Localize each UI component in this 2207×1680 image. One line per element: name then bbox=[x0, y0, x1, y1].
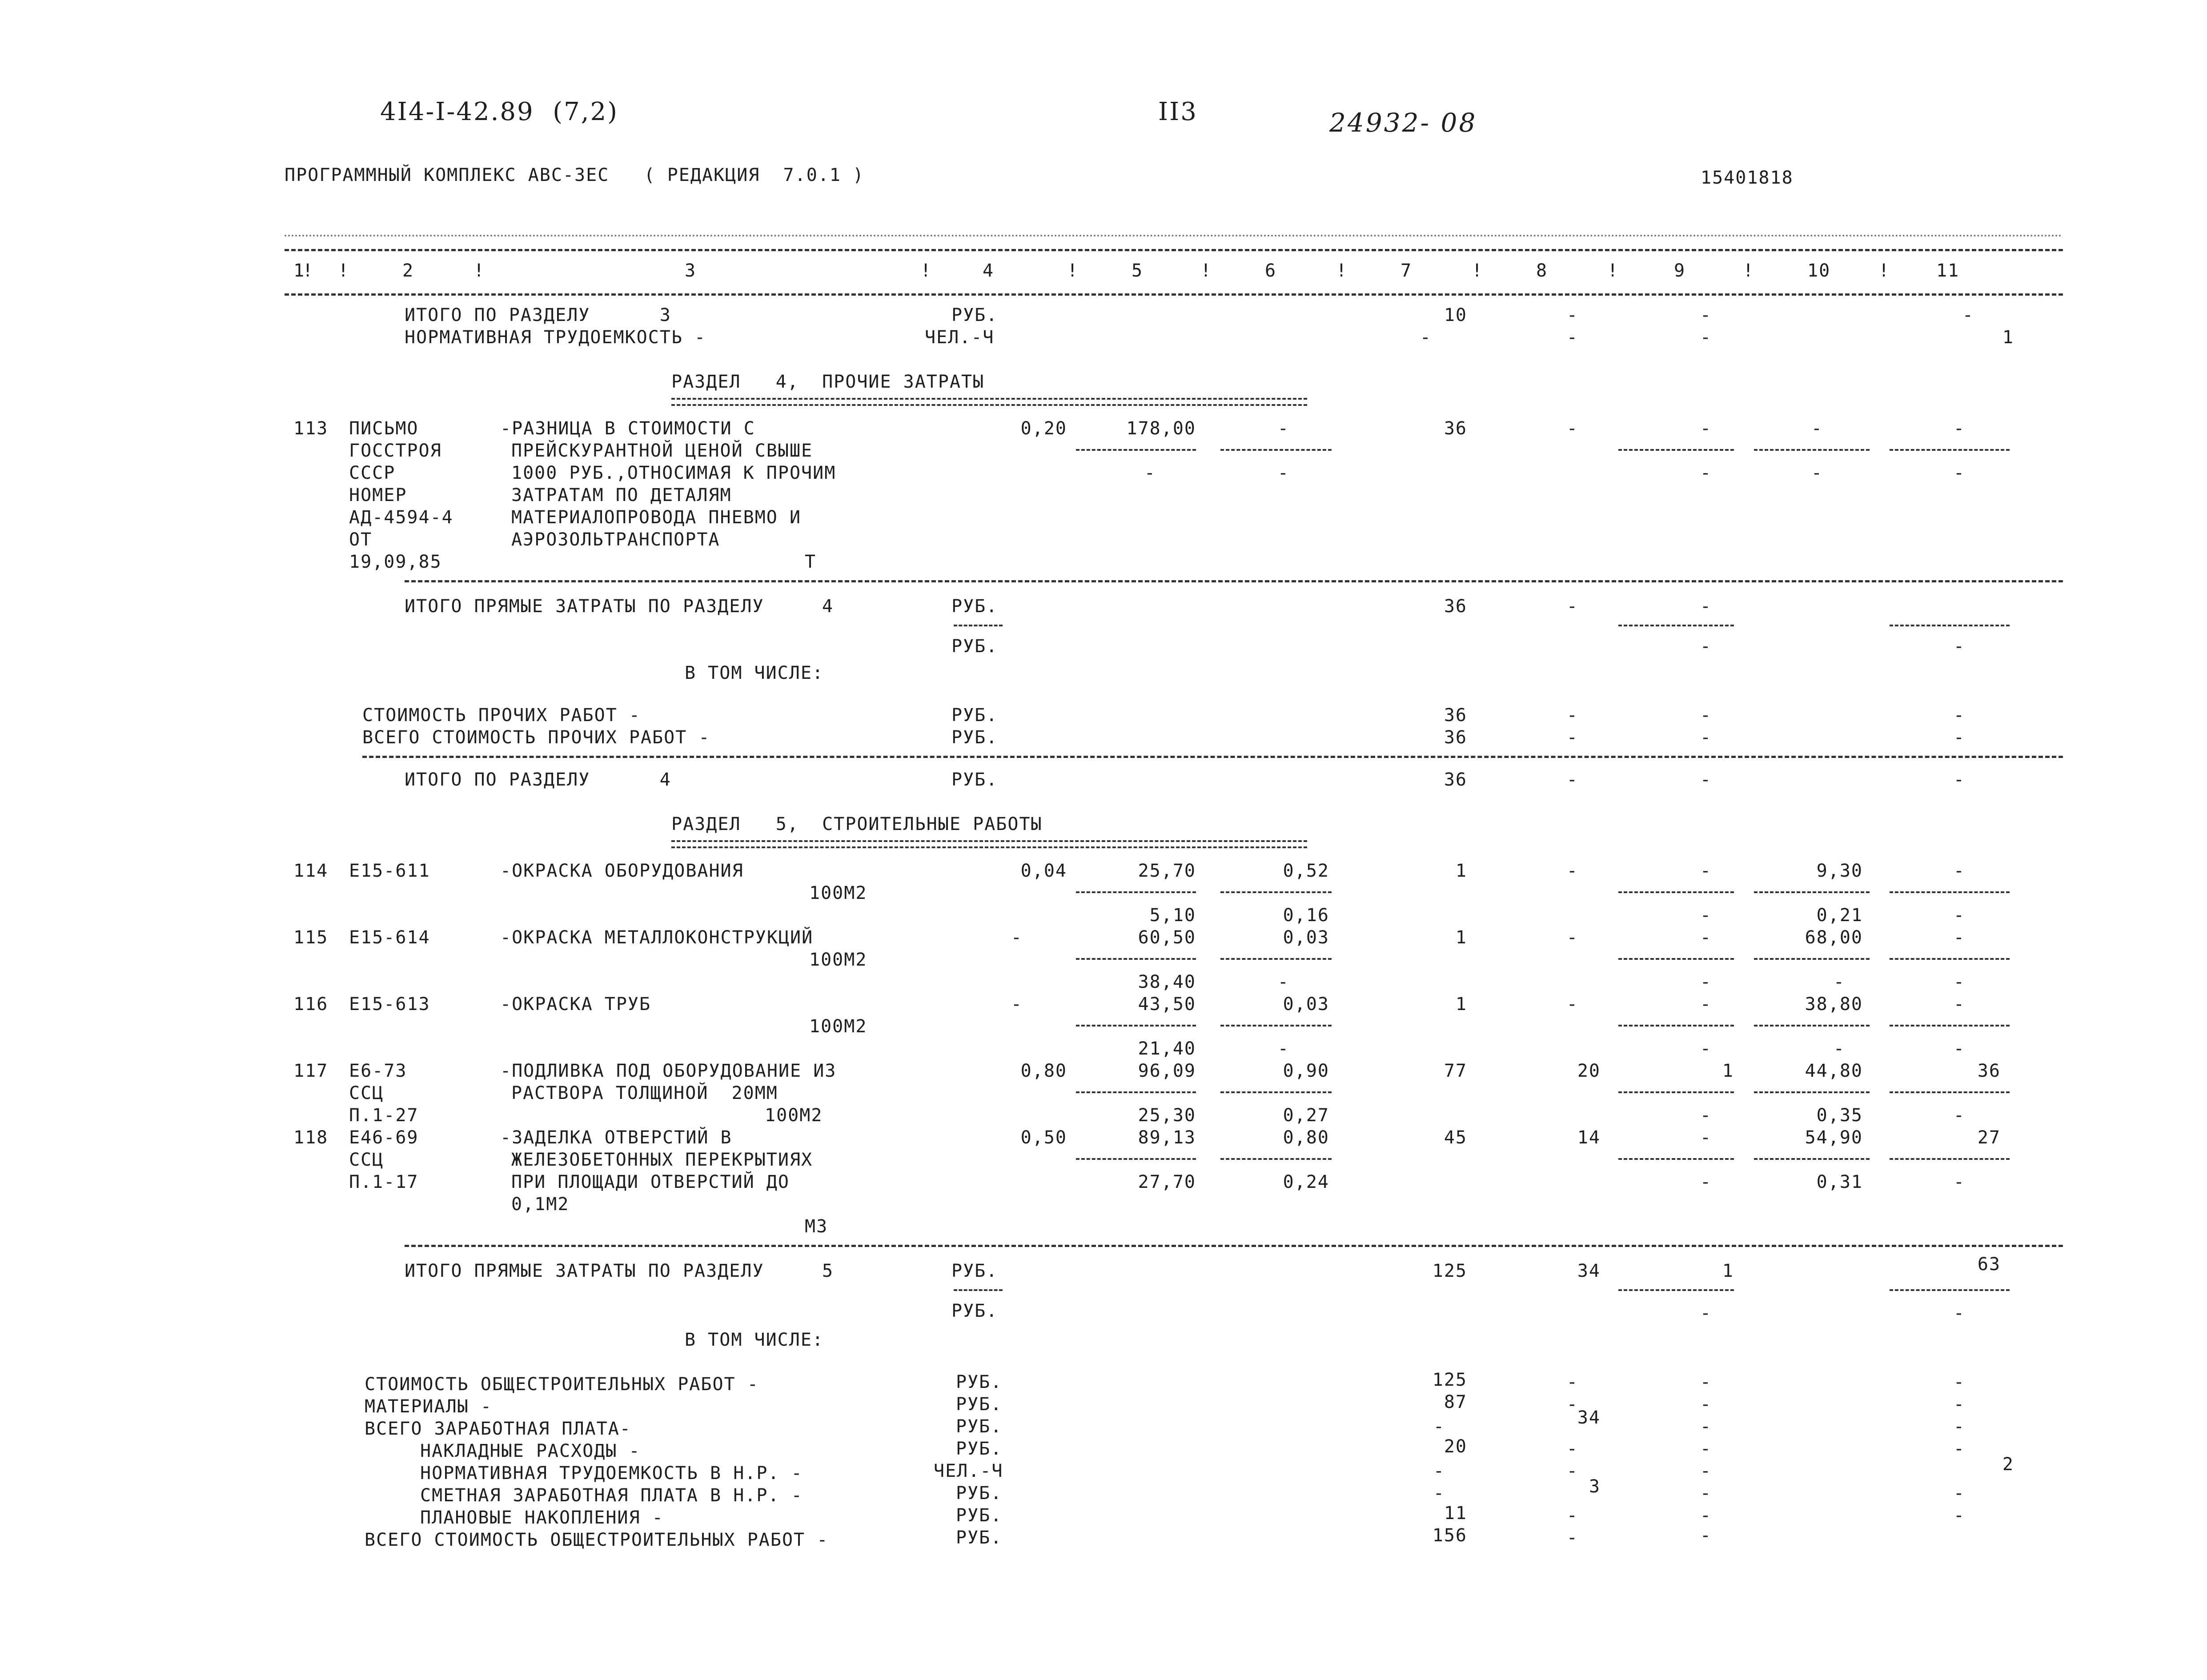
document-code: 4I4-I-42.89 (7,2) bbox=[380, 97, 619, 126]
row-label: ПЛАНОВЫЕ НАКОПЛЕНИЯ - bbox=[420, 1508, 664, 1528]
col8-value: - bbox=[1566, 1461, 1578, 1481]
item-desc-line: -ЗАДЕЛКА ОТВЕРСТИЙ В bbox=[500, 1127, 732, 1148]
row-unit: РУБ. bbox=[951, 770, 998, 790]
col5-sub-value: - bbox=[1144, 463, 1156, 483]
item-code-line: Е6-73 bbox=[349, 1061, 407, 1081]
col9-sub-value: - bbox=[1700, 636, 1712, 657]
item-code-line: ГОССТРОЯ bbox=[349, 441, 442, 461]
col9-value: - bbox=[1700, 1525, 1712, 1546]
col5-sub-value: 38,40 bbox=[1138, 972, 1196, 992]
col5-sub-value: 5,10 bbox=[1149, 905, 1196, 926]
col11-value: 1 bbox=[2002, 327, 2014, 348]
row-unit: РУБ. bbox=[951, 705, 998, 726]
col6-sub-value: - bbox=[1277, 463, 1289, 483]
row-unit: РУБ. bbox=[951, 1261, 998, 1281]
item-code-line: ССЦ bbox=[349, 1083, 384, 1103]
col5-value: 178,00 bbox=[1126, 418, 1196, 439]
col11-value: - bbox=[1953, 1372, 1965, 1392]
col6-value: 0,52 bbox=[1283, 861, 1329, 881]
row-label: СТОИМОСТЬ ПРОЧИХ РАБОТ - bbox=[362, 705, 641, 726]
item-number: 113 bbox=[293, 418, 329, 439]
col11-sub-value: - bbox=[1953, 905, 1965, 926]
row-label: ВСЕГО СТОИМОСТЬ ОБЩЕСТРОИТЕЛЬНЫХ РАБОТ - bbox=[365, 1530, 829, 1550]
item-number: 115 bbox=[293, 927, 329, 948]
col7-value: 156 bbox=[1432, 1525, 1467, 1546]
col6-value: 0,90 bbox=[1283, 1061, 1329, 1081]
col8-value: - bbox=[1566, 994, 1578, 1014]
col8-value: - bbox=[1566, 327, 1578, 348]
col8-value: - bbox=[1566, 1372, 1578, 1392]
col8-value: - bbox=[1566, 418, 1578, 439]
row-unit: ЧЕЛ.-Ч bbox=[934, 1461, 1003, 1481]
col10-sub-value: 0,31 bbox=[1816, 1172, 1863, 1192]
item-code-line: АД-4594-4 bbox=[349, 507, 453, 528]
col11-sub-value: - bbox=[1953, 463, 1965, 483]
row-label: НОРМАТИВНАЯ ТРУДОЕМКОСТЬ В Н.Р. - bbox=[420, 1463, 803, 1484]
col9-value: - bbox=[1700, 1416, 1712, 1437]
item-code-line: 19,09,85 bbox=[349, 552, 442, 572]
item-code-line: Е15-613 bbox=[349, 994, 430, 1014]
item-code-line: ССЦ bbox=[349, 1150, 384, 1170]
col8-value: - bbox=[1566, 727, 1578, 748]
col5-sub-value: 25,30 bbox=[1138, 1105, 1196, 1126]
col-header-3: 3 bbox=[685, 261, 697, 281]
col8-value: 14 bbox=[1577, 1127, 1601, 1148]
col11-value: - bbox=[1953, 927, 1965, 948]
row-label: ИТОГО ПО РАЗДЕЛУ 4 bbox=[405, 770, 671, 790]
col7-value: 77 bbox=[1444, 1061, 1467, 1081]
col11-sub-value: - bbox=[1953, 1038, 1965, 1059]
col11-value: 36 bbox=[1977, 1061, 2001, 1081]
row-unit-2: РУБ. bbox=[951, 636, 998, 657]
col11-value: - bbox=[1953, 861, 1965, 881]
section5-including-label: В ТОМ ЧИСЛЕ: bbox=[685, 1330, 824, 1350]
col7-value: 36 bbox=[1444, 418, 1467, 439]
col10-sub-value: - bbox=[1833, 972, 1845, 992]
col8-value: - bbox=[1566, 596, 1578, 617]
col7-value: 36 bbox=[1444, 727, 1467, 748]
col9-value: - bbox=[1700, 705, 1712, 726]
col7-value: 20 bbox=[1444, 1436, 1467, 1457]
item-code-line: Е46-69 bbox=[349, 1127, 419, 1148]
item-number: 116 bbox=[293, 994, 329, 1014]
row-unit: РУБ. bbox=[951, 305, 998, 325]
item-code-line: Е15-611 bbox=[349, 861, 430, 881]
col11-value: - bbox=[1962, 305, 1974, 325]
col8-value: - bbox=[1566, 770, 1578, 790]
col8-value: 20 bbox=[1577, 1061, 1601, 1081]
col7-value: 87 bbox=[1444, 1392, 1467, 1412]
row-label: НАКЛАДНЫЕ РАСХОДЫ - bbox=[420, 1441, 641, 1461]
col11-value: - bbox=[1953, 1439, 1965, 1459]
col9-value: - bbox=[1700, 1127, 1712, 1148]
col11-value: - bbox=[1953, 1505, 1965, 1526]
col11-sub-value: - bbox=[1953, 1172, 1965, 1192]
item-code-line: ОТ bbox=[349, 529, 373, 550]
row-unit: РУБ. bbox=[956, 1416, 1003, 1437]
col-header-6: 6 bbox=[1265, 261, 1277, 281]
row-unit: РУБ. bbox=[956, 1439, 1003, 1459]
col8-value: - bbox=[1566, 927, 1578, 948]
col11-value: 2 bbox=[2002, 1454, 2014, 1475]
col11-value: - bbox=[1953, 727, 1965, 748]
row-label: ИТОГО ПО РАЗДЕЛУ 3 bbox=[405, 305, 671, 325]
item-number: 118 bbox=[293, 1127, 329, 1148]
item-unit: Т bbox=[805, 552, 817, 572]
col8-value: - bbox=[1566, 1439, 1578, 1459]
program-title: ПРОГРАММНЫЙ КОМПЛЕКС АВС-ЗЕС ( РЕДАКЦИЯ 7.0.1 ) bbox=[285, 165, 865, 185]
col9-sub-value: - bbox=[1700, 1038, 1712, 1059]
header-top-rule bbox=[285, 249, 2063, 251]
section4-title: РАЗДЕЛ 4, ПРОЧИЕ ЗАТРАТЫ bbox=[671, 372, 985, 392]
item-unit: 100М2 bbox=[809, 1016, 867, 1037]
col5-value: 43,50 bbox=[1138, 994, 1196, 1014]
col-header-9: 9 bbox=[1674, 261, 1686, 281]
col9-value: - bbox=[1700, 770, 1712, 790]
col10-value: 44,80 bbox=[1805, 1061, 1863, 1081]
item-code-line: Е15-614 bbox=[349, 927, 430, 948]
col11-value: - bbox=[1953, 1416, 1965, 1437]
col11-sub-value: - bbox=[1953, 972, 1965, 992]
col9-value: - bbox=[1700, 1505, 1712, 1526]
row-label: ВСЕГО СТОИМОСТЬ ПРОЧИХ РАБОТ - bbox=[362, 727, 710, 748]
col10-value: 9,30 bbox=[1816, 861, 1863, 881]
col4-value: 0,20 bbox=[1020, 418, 1067, 439]
col7-value: - bbox=[1433, 1483, 1445, 1504]
col-header-2: 2 bbox=[402, 261, 414, 281]
col7-value: 125 bbox=[1432, 1370, 1467, 1390]
item-unit: 100М2 bbox=[809, 883, 867, 903]
col9-sub-value: - bbox=[1700, 1303, 1712, 1323]
col5-value: 25,70 bbox=[1138, 861, 1196, 881]
col8-value: - bbox=[1566, 1394, 1578, 1415]
col8-value: - bbox=[1566, 861, 1578, 881]
item-number: 117 bbox=[293, 1061, 329, 1081]
col-header-7: 7 bbox=[1400, 261, 1412, 281]
col-header-1: 1 bbox=[293, 261, 305, 281]
item-code-line: СССР bbox=[349, 463, 396, 483]
col10-sub-value: 0,35 bbox=[1816, 1105, 1863, 1126]
col11-value: 27 bbox=[1977, 1127, 2001, 1148]
col-header-11: 11 bbox=[1936, 261, 1960, 281]
col9-value: - bbox=[1700, 1483, 1712, 1504]
col5-value: 96,09 bbox=[1138, 1061, 1196, 1081]
col8-value: - bbox=[1566, 1505, 1578, 1526]
item-number: 114 bbox=[293, 861, 329, 881]
item-unit: 100М2 bbox=[809, 950, 867, 970]
item-code-line: П.1-17 bbox=[349, 1172, 419, 1192]
col10-sub-value: 0,21 bbox=[1816, 905, 1863, 926]
col11-value: - bbox=[1953, 770, 1965, 790]
row-unit: РУБ. bbox=[956, 1394, 1003, 1415]
col7-value: 1 bbox=[1455, 927, 1467, 948]
col9-sub-value: - bbox=[1700, 1172, 1712, 1192]
col-header-8: 8 bbox=[1536, 261, 1548, 281]
col9-value: 1 bbox=[1722, 1261, 1734, 1281]
col10-sub-value: - bbox=[1833, 1038, 1845, 1059]
item-desc-line: -ОКРАСКА ТРУБ bbox=[500, 994, 651, 1014]
col7-value: 1 bbox=[1455, 994, 1467, 1014]
col9-value: - bbox=[1700, 861, 1712, 881]
section5-title-underline bbox=[671, 840, 1307, 848]
col7-value: 1 bbox=[1455, 861, 1467, 881]
col4-value: 0,04 bbox=[1020, 861, 1067, 881]
col-header-4: 4 bbox=[983, 261, 995, 281]
col6-sub-value: - bbox=[1277, 972, 1289, 992]
col11-value: - bbox=[1953, 418, 1965, 439]
col7-value: - bbox=[1433, 1461, 1445, 1481]
col7-value: 36 bbox=[1444, 770, 1467, 790]
col7-value: - bbox=[1433, 1416, 1445, 1437]
col9-value: - bbox=[1700, 327, 1712, 348]
col5-value: 89,13 bbox=[1138, 1127, 1196, 1148]
section5-title: РАЗДЕЛ 5, СТРОИТЕЛЬНЫЕ РАБОТЫ bbox=[671, 814, 1043, 834]
col10-sub-value: - bbox=[1811, 463, 1823, 483]
col9-value: - bbox=[1700, 727, 1712, 748]
item-code-line: ПИСЬМО bbox=[349, 418, 419, 439]
section4-items-rule bbox=[405, 580, 2063, 582]
col7-value: 11 bbox=[1444, 1503, 1467, 1524]
col9-value: - bbox=[1700, 1372, 1712, 1392]
row-label: ИТОГО ПРЯМЫЕ ЗАТРАТЫ ПО РАЗДЕЛУ 4 bbox=[405, 596, 834, 617]
col11-value: - bbox=[1953, 1394, 1965, 1415]
col5-sub-value: 21,40 bbox=[1138, 1038, 1196, 1059]
col10-value: 68,00 bbox=[1805, 927, 1863, 948]
col6-sub-value: 0,24 bbox=[1283, 1172, 1329, 1192]
col4-value: 0,80 bbox=[1020, 1061, 1067, 1081]
col10-value: - bbox=[1811, 418, 1823, 439]
header-bottom-rule bbox=[285, 293, 2063, 296]
col11-value: - bbox=[1953, 1483, 1965, 1504]
col7-value: 10 bbox=[1444, 305, 1467, 325]
row-unit: ЧЕЛ.-Ч bbox=[925, 327, 995, 348]
col7-value: 36 bbox=[1444, 596, 1467, 617]
col9-value: - bbox=[1700, 305, 1712, 325]
col4-value: 0,50 bbox=[1020, 1127, 1067, 1148]
section4-summary-rule bbox=[362, 756, 2063, 758]
col8-value: - bbox=[1566, 1528, 1578, 1548]
row-label: ИТОГО ПРЯМЫЕ ЗАТРАТЫ ПО РАЗДЕЛУ 5 bbox=[405, 1261, 834, 1281]
row-unit: РУБ. bbox=[956, 1483, 1003, 1504]
col-header-5: 5 bbox=[1132, 261, 1144, 281]
col6-sub-value: 0,27 bbox=[1283, 1105, 1329, 1126]
row-label: МАТЕРИАЛЫ - bbox=[365, 1396, 492, 1417]
col9-sub-value: - bbox=[1700, 1105, 1712, 1126]
section4-including-label: В ТОМ ЧИСЛЕ: bbox=[685, 663, 824, 683]
registration-code: 15401818 bbox=[1701, 168, 1794, 188]
col4-value: - bbox=[1011, 927, 1023, 948]
col6-sub-value: - bbox=[1277, 1038, 1289, 1059]
item-desc-line: ПРЕЙСКУРАНТНОЙ ЦЕНОЙ СВЫШЕ bbox=[511, 441, 813, 461]
col11-sub-value: - bbox=[1953, 1303, 1965, 1323]
item-unit: М3 bbox=[805, 1216, 828, 1237]
col4-value: - bbox=[1011, 994, 1023, 1014]
item-desc-line: ЖЕЛЕЗОБЕТОННЫХ ПЕРЕКРЫТИЯХ bbox=[511, 1150, 813, 1170]
item-desc-line: ПРИ ПЛОЩАДИ ОТВЕРСТИЙ ДО bbox=[511, 1172, 790, 1192]
item-desc-line: 0,1М2 bbox=[511, 1194, 570, 1215]
item-desc-line: АЭРОЗОЛЬТРАНСПОРТА bbox=[511, 529, 720, 550]
col7-value: 36 bbox=[1444, 705, 1467, 726]
dotted-rule bbox=[285, 235, 2063, 237]
col7-value: 125 bbox=[1432, 1261, 1467, 1281]
item-code-line: НОМЕР bbox=[349, 485, 407, 505]
handwritten-number: 24932- 08 bbox=[1329, 108, 1477, 138]
item-desc-line: -ОКРАСКА МЕТАЛЛОКОНСТРУКЦИЙ bbox=[500, 927, 814, 948]
item-desc-line: ЗАТРАТАМ ПО ДЕТАЛЯМ bbox=[511, 485, 732, 505]
row-unit: РУБ. bbox=[956, 1505, 1003, 1526]
col7-value: 45 bbox=[1444, 1127, 1467, 1148]
col8-value: 34 bbox=[1577, 1261, 1601, 1281]
row-unit: РУБ. bbox=[956, 1372, 1003, 1392]
col11-sub-value: - bbox=[1953, 1105, 1965, 1126]
col11-value: - bbox=[1953, 994, 1965, 1014]
col8-value: 3 bbox=[1589, 1476, 1601, 1497]
col11-value: 63 bbox=[1977, 1254, 2001, 1275]
col9-value: - bbox=[1700, 1461, 1712, 1481]
row-unit: РУБ. bbox=[956, 1528, 1003, 1548]
col10-value: 54,90 bbox=[1805, 1127, 1863, 1148]
col6-value: 0,80 bbox=[1283, 1127, 1329, 1148]
col6-sub-value: 0,16 bbox=[1283, 905, 1329, 926]
row-label: СМЕТНАЯ ЗАРАБОТНАЯ ПЛАТА В Н.Р. - bbox=[420, 1485, 803, 1506]
item-desc-line: -РАЗНИЦА В СТОИМОСТИ С bbox=[500, 418, 755, 439]
col6-value: 0,03 bbox=[1283, 927, 1329, 948]
col9-value: - bbox=[1700, 1394, 1712, 1415]
row-unit-2: РУБ. bbox=[951, 1301, 998, 1321]
col9-value: - bbox=[1700, 418, 1712, 439]
col9-value: 1 bbox=[1722, 1061, 1734, 1081]
item-desc-line: РАСТВОРА ТОЛЩИНОЙ 20ММ bbox=[511, 1083, 778, 1103]
col11-sub-value: - bbox=[1953, 636, 1965, 657]
item-code-line: П.1-27 bbox=[349, 1105, 419, 1126]
row-label: ВСЕГО ЗАРАБОТНАЯ ПЛАТА- bbox=[365, 1419, 631, 1439]
item-unit: 100М2 bbox=[765, 1105, 823, 1126]
section4-title-underline bbox=[671, 398, 1307, 406]
col9-sub-value: - bbox=[1700, 972, 1712, 992]
col9-sub-value: - bbox=[1700, 463, 1712, 483]
item-desc-line: 1000 РУБ.,ОТНОСИМАЯ К ПРОЧИМ bbox=[511, 463, 836, 483]
col5-sub-value: 27,70 bbox=[1138, 1172, 1196, 1192]
item-desc-line: -ОКРАСКА ОБОРУДОВАНИЯ bbox=[500, 861, 744, 881]
col8-value: 34 bbox=[1577, 1407, 1601, 1428]
col7-value: - bbox=[1420, 327, 1432, 348]
col9-value: - bbox=[1700, 596, 1712, 617]
section5-items-rule bbox=[405, 1245, 2063, 1247]
col8-value: - bbox=[1566, 305, 1578, 325]
page-number: II3 bbox=[1158, 97, 1198, 126]
col5-value: 60,50 bbox=[1138, 927, 1196, 948]
col-header-10: 10 bbox=[1807, 261, 1831, 281]
col10-value: 38,80 bbox=[1805, 994, 1863, 1014]
row-unit: РУБ. bbox=[951, 596, 998, 617]
row-label: НОРМАТИВНАЯ ТРУДОЕМКОСТЬ - bbox=[405, 327, 706, 348]
row-unit: РУБ. bbox=[951, 727, 998, 748]
item-desc-line: -ПОДЛИВКА ПОД ОБОРУДОВАНИЕ ИЗ bbox=[500, 1061, 837, 1081]
col9-value: - bbox=[1700, 1439, 1712, 1459]
col6-value: - bbox=[1277, 418, 1289, 439]
col11-value: - bbox=[1953, 705, 1965, 726]
col6-value: 0,03 bbox=[1283, 994, 1329, 1014]
col8-value: - bbox=[1566, 705, 1578, 726]
row-label: СТОИМОСТЬ ОБЩЕСТРОИТЕЛЬНЫХ РАБОТ - bbox=[365, 1374, 759, 1395]
item-desc-line: МАТЕРИАЛОПРОВОДА ПНЕВМО И bbox=[511, 507, 802, 528]
col9-value: - bbox=[1700, 994, 1712, 1014]
col9-value: - bbox=[1700, 927, 1712, 948]
col9-sub-value: - bbox=[1700, 905, 1712, 926]
